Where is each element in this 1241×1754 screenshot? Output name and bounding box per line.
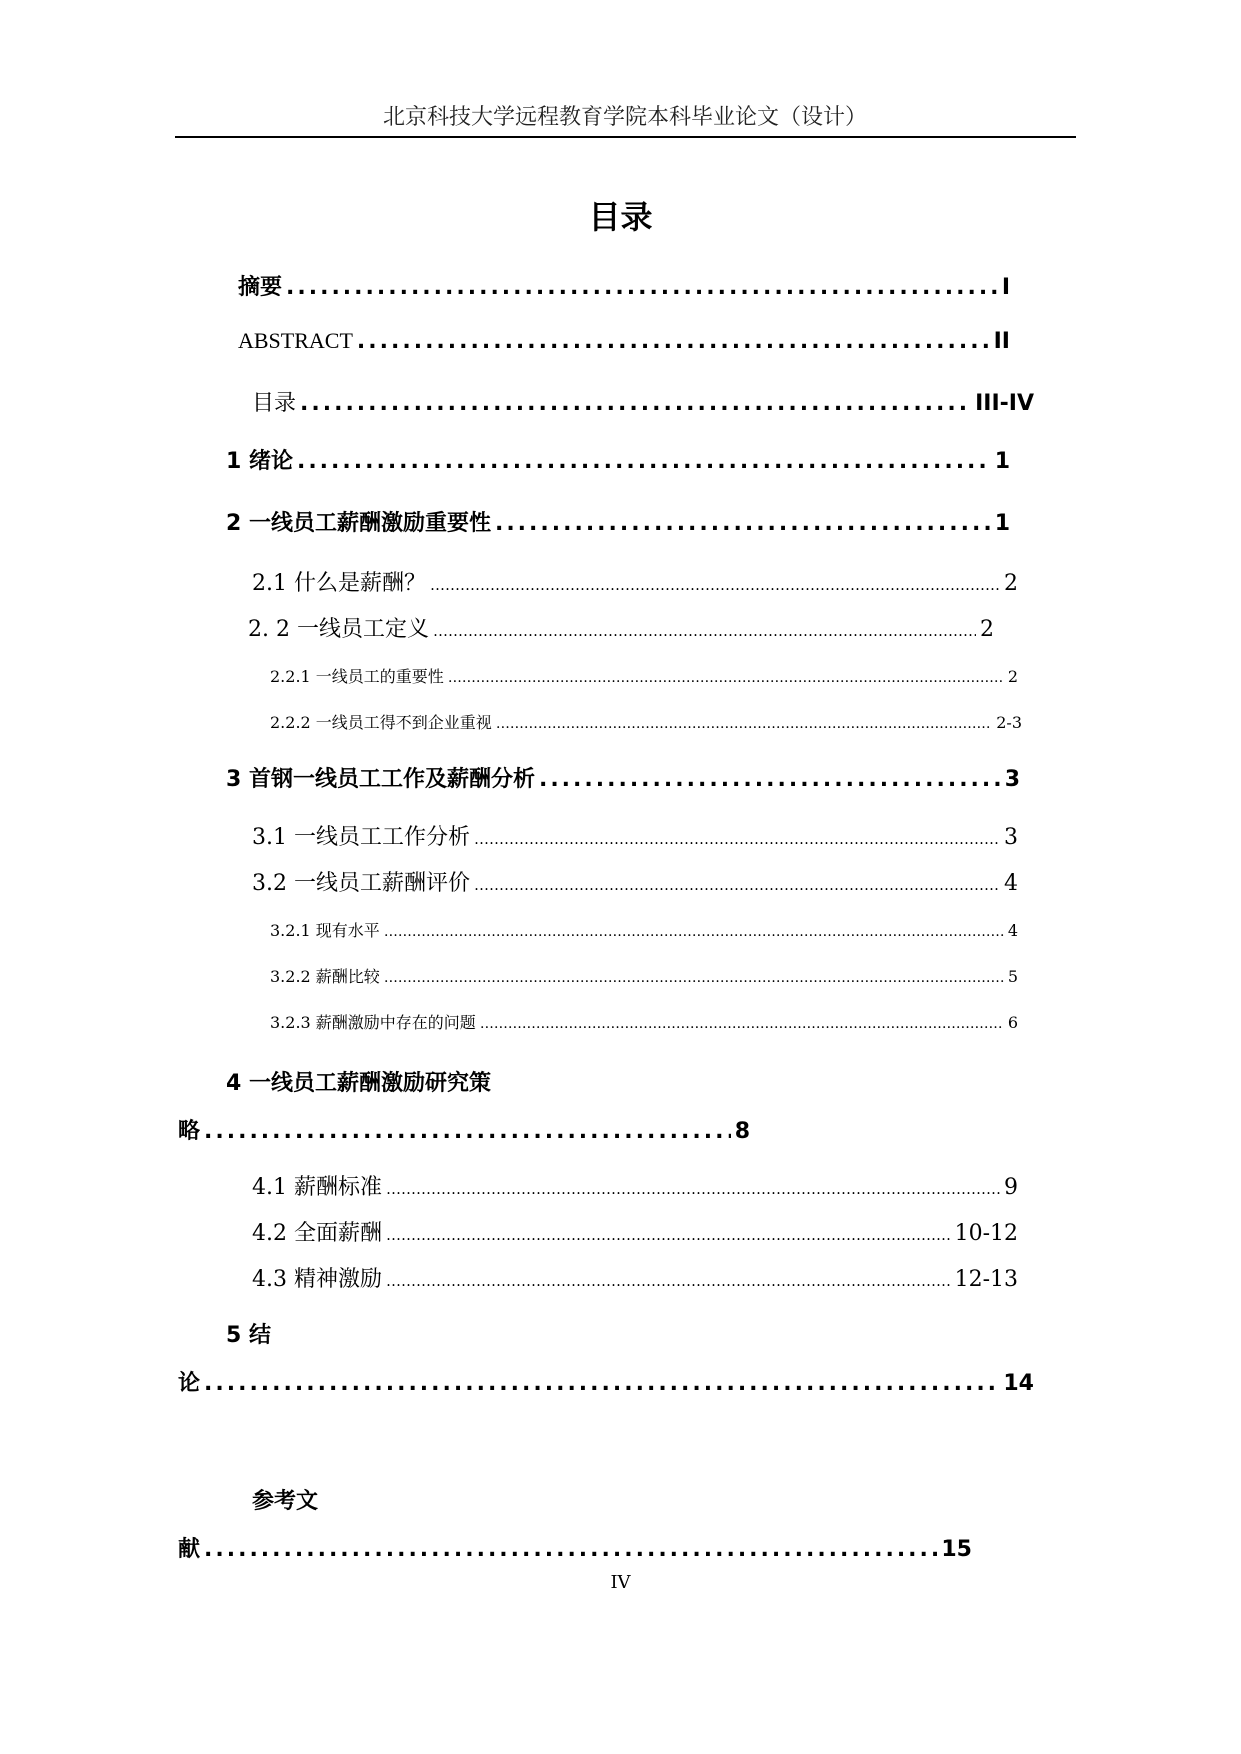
toc-page: 2 [980, 617, 994, 642]
toc-label: 论 [178, 1371, 201, 1396]
toc-page: 9 [1004, 1175, 1018, 1200]
toc-leader [474, 830, 1000, 848]
toc-label: 3.2.3 薪酬激励中存在的问题 [270, 1013, 476, 1032]
toc-leader [357, 329, 990, 354]
toc-page: 10-12 [954, 1221, 1018, 1246]
toc-page: 2 [1004, 571, 1018, 596]
toc-entry-ch3[interactable] [226, 762, 1020, 793]
toc-entry-2-2-2[interactable] [270, 710, 1022, 733]
toc-entry-2-2-1[interactable] [270, 664, 1018, 687]
toc-entry-3-2[interactable] [252, 866, 1018, 897]
toc-label: 略 [178, 1119, 201, 1144]
toc-leader [384, 924, 1004, 940]
toc-leader [495, 511, 991, 536]
toc-leader [386, 1226, 951, 1244]
toc-label: 3.2.2 薪酬比较 [270, 967, 380, 986]
toc-page: 14 [1003, 1371, 1034, 1396]
page-number: IV [610, 1572, 631, 1593]
toc-page: 5 [1007, 967, 1018, 986]
running-header: 北京科技大学远程教育学院本科毕业论文（设计） [382, 105, 867, 130]
toc-label: 献 [178, 1537, 201, 1562]
toc-page: 3 [1004, 825, 1018, 850]
toc-entry-3-2-1[interactable] [270, 918, 1018, 941]
toc-page: 1 [994, 449, 1010, 474]
toc-leader [386, 1180, 1000, 1198]
toc-leader [496, 716, 992, 732]
toc-label: 目录 [252, 391, 297, 416]
toc-entry-4-3[interactable] [252, 1262, 1018, 1293]
toc-leader [286, 275, 998, 300]
toc-entry-abstract-en[interactable] [238, 328, 1010, 354]
toc-entry-references-line2[interactable] [178, 1532, 972, 1563]
toc-leader [204, 1119, 731, 1144]
toc-entry-ch4-line2[interactable] [178, 1114, 750, 1145]
toc-entry-2-1[interactable] [252, 566, 1018, 597]
toc-page: 1 [994, 511, 1010, 536]
toc-entry-contents[interactable] [252, 386, 1034, 417]
toc-entry-3-2-3[interactable] [270, 1010, 1018, 1033]
toc-entry-ch1[interactable] [226, 444, 1010, 475]
toc-page: III-IV [975, 391, 1034, 416]
toc-leader [204, 1537, 937, 1562]
toc-entry-2-2[interactable] [248, 612, 994, 643]
toc-page: 6 [1007, 1013, 1018, 1032]
toc-page: 8 [734, 1119, 750, 1144]
toc-label: 摘要 [238, 275, 283, 300]
header-rule [175, 136, 1076, 138]
toc-entry-ch5-line1[interactable] [226, 1318, 526, 1349]
toc-label: 2. 2 一线员工定义 [248, 617, 429, 642]
toc-page: 12-13 [954, 1267, 1018, 1292]
toc-leader [480, 1016, 1004, 1032]
toc-entry-4-2[interactable] [252, 1216, 1018, 1247]
toc-page: I [1001, 275, 1010, 300]
toc-entry-3-2-2[interactable] [270, 964, 1018, 987]
toc-leader [204, 1371, 999, 1396]
toc-entry-ch5-line2[interactable] [178, 1366, 1034, 1397]
toc-page: 2 [1007, 667, 1018, 686]
toc-leader [386, 1272, 951, 1290]
toc-entry-3-1[interactable] [252, 820, 1018, 851]
toc-page: 15 [941, 1537, 972, 1562]
toc-entry-ch4-line1[interactable] [226, 1066, 826, 1097]
toc-entry-references-line1[interactable] [252, 1484, 552, 1515]
toc-label: 2 一线员工薪酬激励重要性 [226, 511, 491, 536]
toc-leader [433, 622, 976, 640]
toc-label: 2.2.2 一线员工得不到企业重视 [270, 713, 492, 732]
toc-label: 3.2.1 现有水平 [270, 921, 380, 940]
toc-page: 2-3 [996, 713, 1022, 732]
toc-page: 3 [1004, 767, 1020, 792]
toc-leader [539, 767, 1001, 792]
toc-label: 5 结 [226, 1323, 271, 1348]
toc-label: 4.1 薪酬标准 [252, 1175, 382, 1200]
toc-label: 2.1 什么是薪酬？ [252, 571, 426, 596]
toc-label: 3.2 一线员工薪酬评价 [252, 871, 470, 896]
toc-label: 1 绪论 [226, 449, 293, 474]
toc-leader [297, 449, 991, 474]
toc-label: 3.1 一线员工工作分析 [252, 825, 470, 850]
toc-entry-4-1[interactable] [252, 1170, 1018, 1201]
toc-label: 4.3 精神激励 [252, 1267, 382, 1292]
toc-leader [300, 391, 971, 416]
toc-label: 4.2 全面薪酬 [252, 1221, 382, 1246]
toc-leader [384, 970, 1004, 986]
toc-leader [448, 670, 1004, 686]
toc-label: ABSTRACT [238, 328, 353, 353]
toc-page: II [993, 329, 1010, 354]
toc-leader [474, 876, 1000, 894]
toc-entry-abstract-cn[interactable] [238, 270, 1010, 301]
toc-label: 4 一线员工薪酬激励研究策 [226, 1071, 491, 1096]
toc-page: 4 [1004, 871, 1018, 896]
toc-leader [430, 576, 1000, 594]
toc-label: 2.2.1 一线员工的重要性 [270, 667, 444, 686]
toc-title: 目录 [588, 198, 653, 236]
toc-entry-ch2[interactable] [226, 506, 1010, 537]
toc-label: 参考文 [252, 1489, 319, 1514]
toc-label: 3 首钢一线员工工作及薪酬分析 [226, 767, 535, 792]
toc-page: 4 [1007, 921, 1018, 940]
